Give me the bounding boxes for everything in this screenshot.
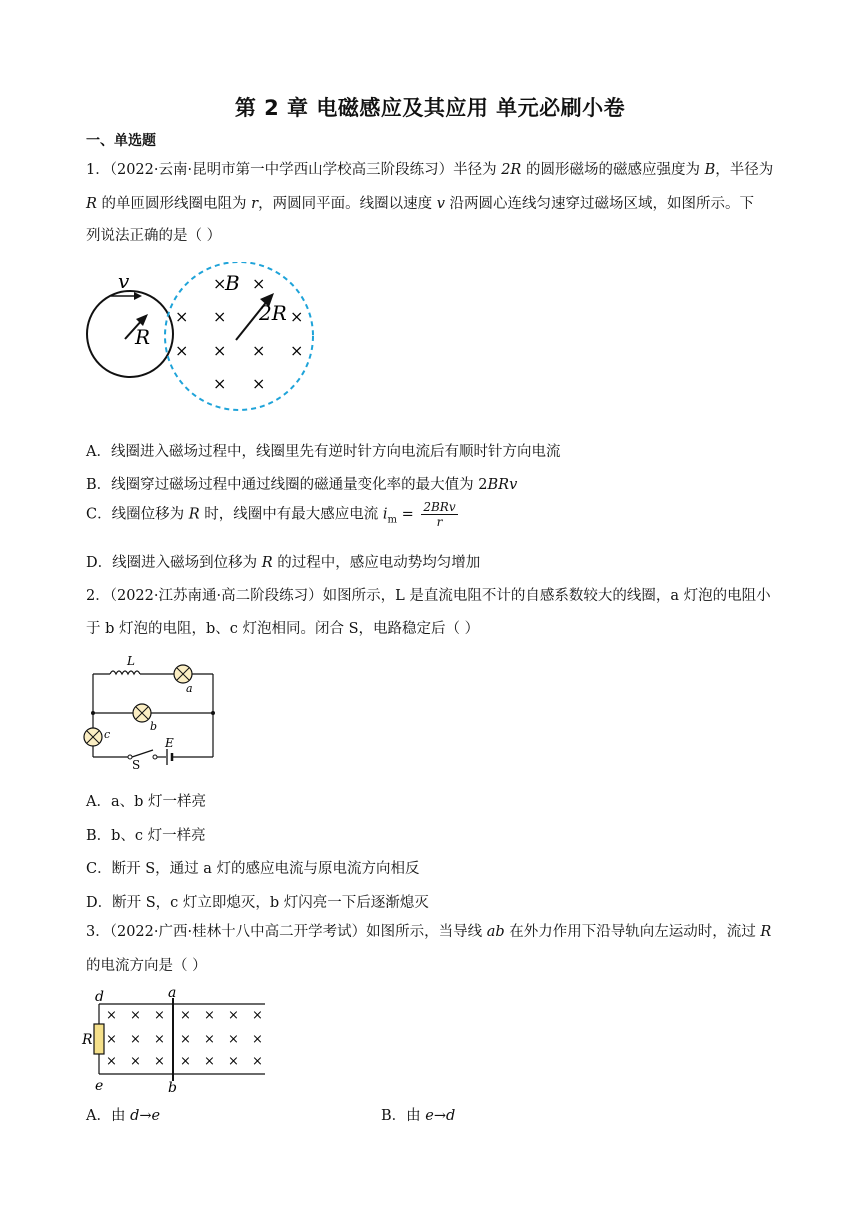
fig3-cross: × xyxy=(130,1008,141,1023)
fig1-cross: × xyxy=(252,374,266,393)
fig2-label-b: b xyxy=(150,720,158,733)
fig3-label-a: a xyxy=(168,985,177,1001)
fig3-cross: × xyxy=(130,1054,141,1069)
fig1-cross: × xyxy=(290,341,304,360)
q2-stem-line-2: 于 b 灯泡的电阻，b、c 灯泡相同。闭合 S，电路稳定后（ ） xyxy=(86,621,480,637)
fig3-cross: × xyxy=(154,1054,165,1069)
fig1-cross: × xyxy=(213,274,227,293)
q1-figure xyxy=(80,262,320,422)
fig1-cross: × xyxy=(252,341,266,360)
fraction: $\frac{\text{2BRv}}{r}$ xyxy=(423,500,456,529)
fig2-label-S: S xyxy=(132,758,141,772)
fig3-cross: × xyxy=(204,1008,215,1023)
fig1-label-v: v xyxy=(118,269,130,293)
fig1-label-B: B xyxy=(225,271,240,295)
fig2-label-E: E xyxy=(165,736,174,750)
fig1-cross: × xyxy=(252,274,266,293)
fig1-cross: × xyxy=(213,341,227,360)
q2-option-a[interactable]: A．a、b 灯一样亮 xyxy=(86,794,207,810)
fig1-label-2R: 2R xyxy=(259,301,287,325)
fig1-label-R: R xyxy=(135,325,151,349)
q3-option-b[interactable]: B．由 e→d xyxy=(381,1108,456,1124)
q3-option-a[interactable]: A．由 d→e xyxy=(86,1108,161,1124)
page-title: 第 2 章 电磁感应及其应用 单元必刷小卷 xyxy=(234,96,626,120)
lamp-b-icon xyxy=(133,704,151,722)
section-heading: 一、单选题 xyxy=(86,133,156,149)
fig2-label-L: L xyxy=(127,654,135,668)
fig3-label-R: R xyxy=(82,1032,93,1048)
q1-stem-line-3: 列说法正确的是（ ） xyxy=(86,228,222,244)
resistor-R-icon xyxy=(94,1024,104,1054)
fig1-cross: × xyxy=(175,307,189,326)
q2-option-b[interactable]: B．b、c 灯一样亮 xyxy=(86,828,206,844)
fig3-cross: × xyxy=(204,1054,215,1069)
q2-circuit-figure xyxy=(80,652,220,772)
fig3-cross: × xyxy=(106,1054,117,1069)
lamp-c-icon xyxy=(84,728,102,746)
fig3-cross: × xyxy=(252,1054,263,1069)
fig3-label-e: e xyxy=(95,1078,104,1094)
q3-stem-line-2: 的电流方向是（ ） xyxy=(86,958,207,974)
fig3-cross: × xyxy=(106,1032,117,1047)
fig3-cross: × xyxy=(204,1032,215,1047)
fig3-cross: × xyxy=(228,1054,239,1069)
fig3-cross: × xyxy=(180,1054,191,1069)
fig3-cross: × xyxy=(228,1008,239,1023)
q2-option-d[interactable]: D．断开 S，c 灯立即熄灭，b 灯闪亮一下后逐渐熄灭 xyxy=(86,895,429,911)
fig2-label-a: a xyxy=(186,682,193,695)
fig3-cross: × xyxy=(252,1008,263,1023)
q3-rail-figure xyxy=(78,984,273,1094)
fig3-label-d: d xyxy=(95,989,104,1005)
fig1-cross: × xyxy=(213,307,227,326)
q1-option-c[interactable]: C．线圈位移为 R 时，线圈中有最大感应电流 $i_m$ = $\frac{\text{2BRv}}{r}$ xyxy=(86,500,456,529)
fig1-cross: × xyxy=(175,341,189,360)
fig3-cross: × xyxy=(180,1008,191,1023)
q2-stem-line-1: 2．（2022·江苏南通·高二阶段练习）如图所示，L 是直流电阻不计的自感系数较大的线圈，a 灯泡的电阻小 xyxy=(86,588,771,604)
fig3-cross: × xyxy=(130,1032,141,1047)
fig1-cross: × xyxy=(213,374,227,393)
q2-option-c[interactable]: C．断开 S，通过 a 灯的感应电流与原电流方向相反 xyxy=(86,861,420,877)
q3-stem-line-1: 3．（2022·广西·桂林十八中高二开学考试）如图所示，当导线 ab 在外力作用下沿导轨向左运动时，流过 R xyxy=(86,924,772,940)
fig2-label-c: c xyxy=(104,728,111,741)
fig3-cross: × xyxy=(154,1008,165,1023)
fig3-cross: × xyxy=(106,1008,117,1023)
fig3-label-b: b xyxy=(168,1080,177,1094)
fig3-cross: × xyxy=(180,1032,191,1047)
q1-stem-line-2: R 的单匝圆形线圈电阻为 r，两圆同平面。线圈以速度 v 沿两圆心连线匀速穿过磁场区域，如图所示。下 xyxy=(86,196,754,212)
q1-option-b[interactable]: B．线圈穿过磁场过程中通过线圈的磁通量变化率的最大值为 2BRv xyxy=(86,477,518,493)
q1-option-a[interactable]: A．线圈进入磁场过程中，线圈里先有逆时针方向电流后有顺时针方向电流 xyxy=(86,444,561,460)
fig3-cross: × xyxy=(154,1032,165,1047)
fig3-cross: × xyxy=(228,1032,239,1047)
lamp-a-icon xyxy=(174,665,192,683)
fig1-cross: × xyxy=(290,307,304,326)
fig3-cross: × xyxy=(252,1032,263,1047)
q1-stem-line-1: 1．（2022·云南·昆明市第一中学西山学校高三阶段练习）半径为 2R 的圆形磁场的磁感应强度为 B，半径为 xyxy=(86,162,774,178)
q1-option-d[interactable]: D．线圈进入磁场到位移为 R 的过程中，感应电动势均匀增加 xyxy=(86,555,481,571)
